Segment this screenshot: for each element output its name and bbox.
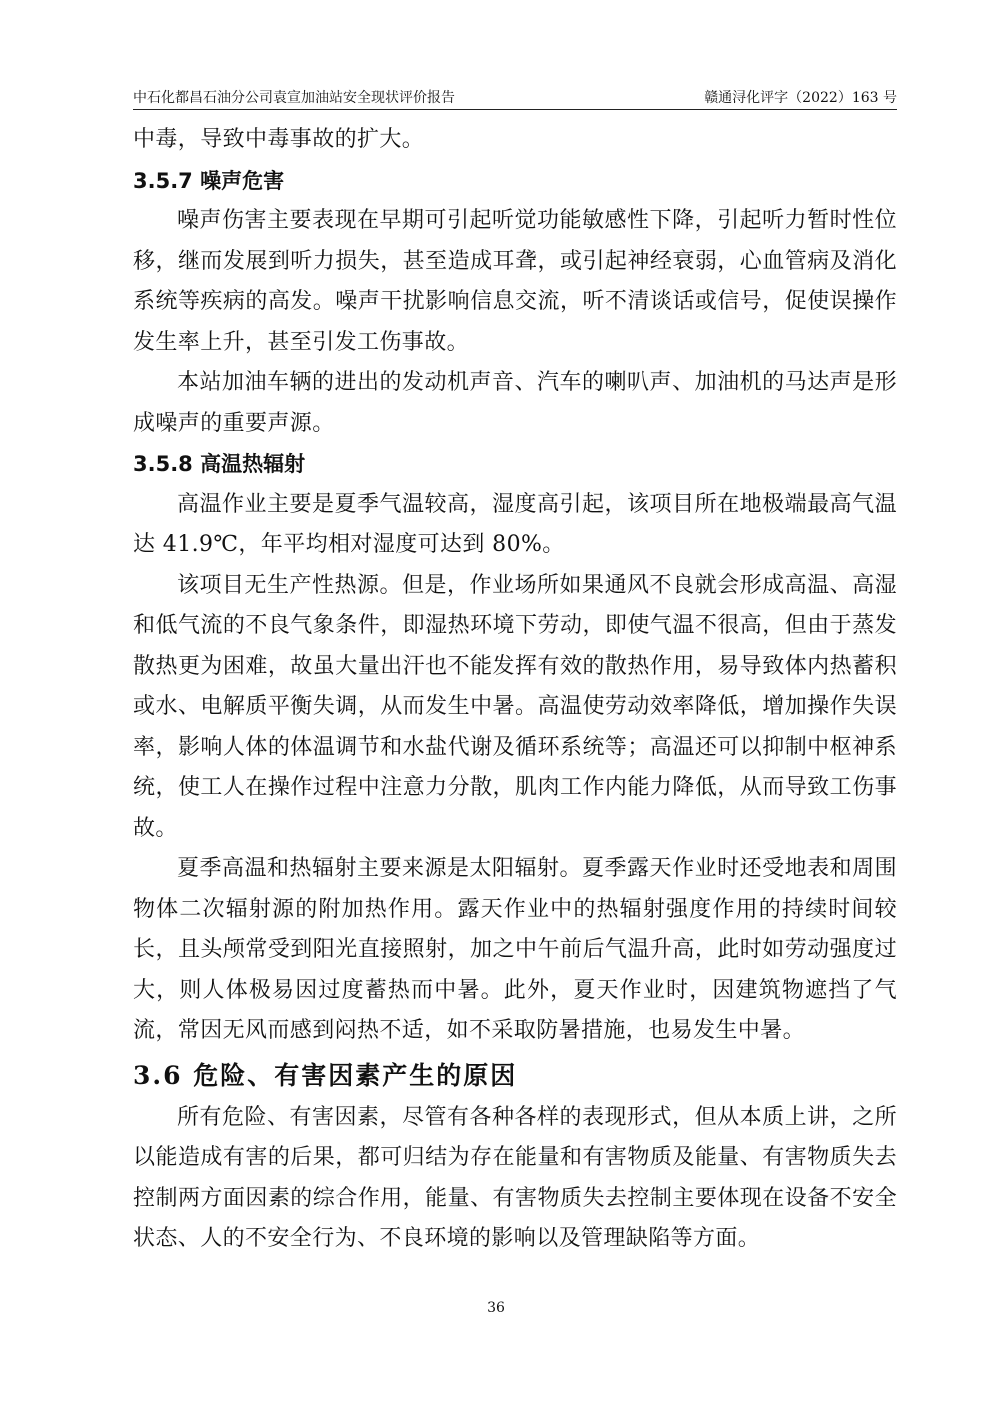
paragraph-heat-source: 该项目无生产性热源。但是，作业场所如果通风不良就会形成高温、高湿和低气流的不良气象条件，即湿热环境下劳动，即使气温不很高，但由于蒸发散热更为困难，故虽大量出汗也不能发挥有效的散热作用，易导致体内热蓄积或水、电解质平衡失调，从而发生中暑。高温使劳动效率降低，增加操作失误率，影响人体的体温调节和水盐代谢及循环系统等；高温还可以抑制中枢神系统，使工人在操作过程中注意力分散，肌肉工作内能力降低，从而导致工伤事故。 [133, 572, 897, 841]
page-body [133, 120, 897, 1260]
paragraph-noise-effects: 噪声伤害主要表现在早期可引起听觉功能敏感性下降，引起听力暂时性位移，继而发展到听力损失，甚至造成耳聋，或引起神经衰弱，心血管病及消化系统等疾病的高发。噪声干扰影响信息交流，听不清谈话或信号，促使误操作发生率上升，甚至引发工伤事故。 [133, 208, 897, 355]
section-heading-3-5-8: 3.5.8 高温热辐射 [133, 452, 306, 476]
paragraph-high-temperature: 高温作业主要是夏季气温较高，湿度高引起，该项目所在地极端最高气温达 41.9℃，年平均相对湿度可达到 80%。 [133, 491, 897, 557]
paragraph-noise-sources: 本站加油车辆的进出的发动机声音、汽车的喇叭声、加油机的马达声是形成噪声的重要声源。 [133, 370, 897, 436]
paragraph-solar-radiation: 夏季高温和热辐射主要来源是太阳辐射。夏季露天作业时还受地表和周围物体二次辐射源的附加热作用。露天作业中的热辐射强度作用的持续时间较长，且头颅常受到阳光直接照射，加之中午前后气温升高，此时如劳动强度过大，则人体极易因过度蓄热而中暑。此外，夏天作业时，因建筑物遮挡了气流，常因无风而感到闷热不适，如不采取防暑措施，也易发生中暑。 [133, 856, 897, 1043]
section-heading-3-6: 3.6 危险、有害因素产生的原因 [133, 1060, 518, 1090]
section-heading-3-5-7: 3.5.7 噪声危害 [133, 168, 285, 193]
header-document-number: 赣通浔化评字（2022）163 号 [704, 90, 897, 106]
paragraph-hazard-causes: 所有危险、有害因素，尽管有各种各样的表现形式，但从本质上讲，之所以能造成有害的后果，都可归结为存在能量和有害物质及能量、有害物质失去控制两方面因素的综合作用，能量、有害物质失去控制主要体现在设备不安全状态、人的不安全行为、不良环境的影响以及管理缺陷等方面。 [133, 1104, 897, 1251]
page-number: 36 [487, 1300, 505, 1316]
page-header [133, 86, 897, 112]
header-divider [133, 109, 897, 110]
paragraph-continuation: 中毒，导致中毒事故的扩大。 [133, 127, 425, 152]
header-report-title: 中石化都昌石油分公司袁宣加油站安全现状评价报告 [133, 90, 455, 106]
